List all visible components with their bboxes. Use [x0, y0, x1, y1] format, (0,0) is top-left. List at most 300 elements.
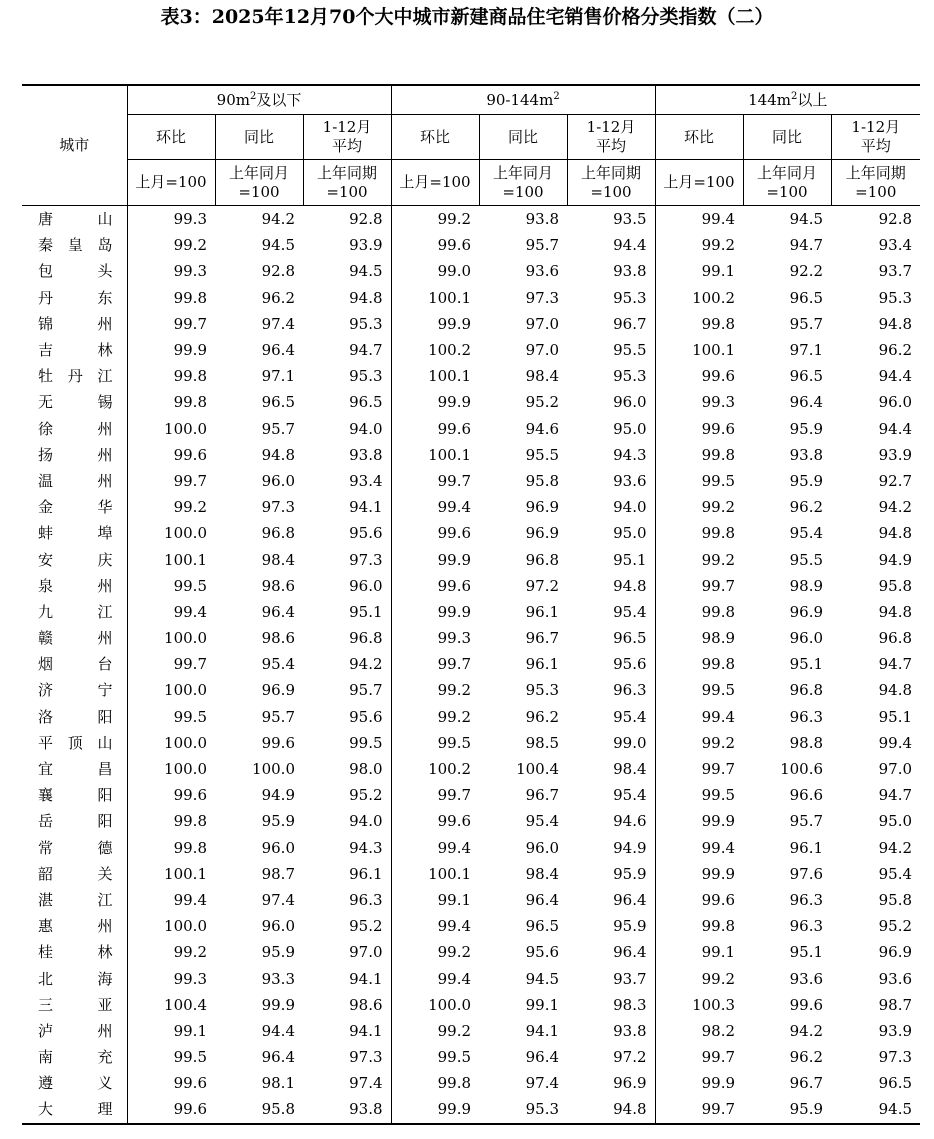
- index-value: 94.7: [878, 655, 913, 674]
- index-value: 95.7: [349, 681, 383, 700]
- city-name: 秦皇岛: [38, 236, 113, 255]
- index-value: 95.7: [525, 236, 560, 255]
- index-value: 94.9: [613, 838, 647, 857]
- index-value: 99.6: [127, 782, 215, 808]
- city-name: 温州: [38, 471, 113, 490]
- index-value: 94.2: [349, 655, 383, 674]
- index-value: 96.9: [878, 943, 913, 962]
- index-value: 99.7: [655, 1096, 743, 1123]
- index-value: 99.5: [391, 730, 479, 756]
- index-value: 99.6: [655, 887, 743, 913]
- index-value: 98.4: [261, 550, 295, 569]
- index-value: 100.1: [391, 285, 479, 311]
- index-value: 95.4: [613, 707, 647, 726]
- index-value: 96.4: [261, 341, 295, 360]
- index-value: 99.1: [127, 1018, 215, 1044]
- index-value: 96.0: [613, 393, 647, 412]
- base-yoy: 上年同月 =100: [215, 160, 303, 206]
- index-value: 99.8: [655, 651, 743, 677]
- index-value: 99.8: [127, 835, 215, 861]
- index-value: 94.1: [349, 969, 383, 988]
- index-value: 96.9: [525, 498, 560, 517]
- index-value: 94.6: [525, 419, 560, 438]
- index-value: 97.6: [789, 864, 824, 883]
- index-value: 99.1: [655, 939, 743, 965]
- index-value: 99.9: [391, 1096, 479, 1123]
- index-value: 96.3: [789, 707, 824, 726]
- index-value: 95.6: [349, 524, 383, 543]
- index-value: 94.5: [349, 262, 383, 281]
- city-name: 丹东: [38, 288, 113, 307]
- table-row: [22, 913, 920, 939]
- index-value: 95.8: [878, 576, 913, 595]
- index-value: 94.1: [349, 1021, 383, 1040]
- index-value: 96.7: [525, 629, 560, 648]
- index-value: 100.2: [391, 756, 479, 782]
- index-value: 96.0: [525, 838, 560, 857]
- index-value: 96.1: [525, 602, 560, 621]
- index-value: 96.8: [789, 681, 824, 700]
- index-value: 96.2: [878, 341, 913, 360]
- city-name: 桂林: [38, 943, 113, 962]
- index-value: 99.6: [261, 733, 295, 752]
- table-row: [22, 861, 920, 887]
- index-value: 98.6: [261, 576, 295, 595]
- table-row: [22, 651, 920, 677]
- index-value: 94.0: [349, 812, 383, 831]
- index-value: 95.1: [349, 602, 383, 621]
- index-value: 98.9: [789, 576, 824, 595]
- index-value: 94.4: [613, 236, 647, 255]
- base-mom: 上月=100: [391, 160, 479, 206]
- city-name: 岳阳: [38, 812, 113, 831]
- index-value: 100.2: [655, 285, 743, 311]
- index-value: 93.6: [789, 969, 824, 988]
- index-value: 99.4: [391, 913, 479, 939]
- table-row: [22, 337, 920, 363]
- index-value: 99.4: [655, 206, 743, 233]
- index-value: 99.9: [391, 389, 479, 415]
- index-value: 95.7: [261, 707, 295, 726]
- index-value: 95.8: [215, 1096, 303, 1123]
- index-value: 100.0: [391, 992, 479, 1018]
- index-value: 99.1: [525, 995, 560, 1014]
- index-value: 95.2: [349, 786, 383, 805]
- index-value: 94.7: [349, 341, 383, 360]
- index-value: 94.7: [878, 786, 913, 805]
- table-row: [22, 992, 920, 1018]
- index-value: 99.2: [127, 494, 215, 520]
- index-value: 100.6: [780, 760, 824, 779]
- index-value: 96.2: [525, 707, 560, 726]
- index-value: 100.0: [127, 677, 215, 703]
- index-value: 96.0: [789, 629, 824, 648]
- city-name: 唐山: [38, 210, 113, 229]
- table-row: [22, 311, 920, 337]
- index-value: 99.2: [655, 232, 743, 258]
- index-value: 94.9: [261, 786, 295, 805]
- city-name: 常德: [38, 838, 113, 857]
- city-name: 济宁: [38, 681, 113, 700]
- price-index-table: [22, 84, 920, 1125]
- city-name: 九江: [38, 602, 113, 621]
- index-value: 99.2: [655, 546, 743, 572]
- index-value: 95.7: [789, 314, 824, 333]
- index-value: 94.8: [878, 681, 913, 700]
- index-value: 96.5: [261, 393, 295, 412]
- index-value: 99.2: [127, 939, 215, 965]
- index-value: 94.4: [261, 1021, 295, 1040]
- index-value: 99.3: [127, 258, 215, 284]
- index-value: 99.3: [391, 625, 479, 651]
- subheader-yoy: 同比: [479, 115, 567, 160]
- index-value: 92.8: [261, 262, 295, 281]
- index-value: 95.0: [878, 812, 913, 831]
- index-value: 96.4: [525, 890, 560, 909]
- index-value: 96.5: [878, 1074, 913, 1093]
- index-value: 98.7: [261, 864, 295, 883]
- table-row: [22, 416, 920, 442]
- city-name: 大理: [22, 1096, 127, 1123]
- index-value: 97.0: [349, 943, 383, 962]
- index-value: 94.5: [789, 210, 824, 229]
- index-value: 93.7: [613, 969, 647, 988]
- index-value: 95.4: [613, 602, 647, 621]
- index-value: 95.0: [613, 524, 647, 543]
- index-value: 95.4: [261, 655, 295, 674]
- index-value: 95.0: [613, 419, 647, 438]
- index-value: 99.7: [391, 782, 479, 808]
- index-value: 96.1: [525, 655, 560, 674]
- index-value: 99.4: [655, 835, 743, 861]
- index-value: 96.0: [261, 838, 295, 857]
- index-value: 99.8: [655, 520, 743, 546]
- index-value: 100.0: [252, 760, 295, 779]
- index-value: 99.8: [127, 363, 215, 389]
- index-value: 99.5: [349, 733, 383, 752]
- table-title: 表3：2025年12月70个大中城市新建商品住宅销售价格分类指数（二）: [160, 6, 774, 28]
- index-value: 96.1: [349, 864, 383, 883]
- index-value: 99.7: [127, 468, 215, 494]
- index-value: 99.9: [391, 546, 479, 572]
- index-value: 99.7: [391, 651, 479, 677]
- city-name: 南充: [38, 1048, 113, 1067]
- city-name: 牡丹江: [38, 367, 113, 386]
- index-value: 93.8: [303, 1096, 391, 1123]
- index-value: 93.8: [613, 1021, 647, 1040]
- index-value: 95.4: [525, 812, 560, 831]
- index-value: 99.5: [127, 1044, 215, 1070]
- index-value: 99.5: [655, 468, 743, 494]
- table-row: [22, 756, 920, 782]
- index-value: 94.4: [878, 419, 913, 438]
- index-value: 99.8: [127, 389, 215, 415]
- table-row: [22, 782, 920, 808]
- index-value: 95.4: [613, 786, 647, 805]
- index-value: 99.8: [391, 1070, 479, 1096]
- city-name: 湛江: [38, 890, 113, 909]
- index-value: 99.6: [391, 520, 479, 546]
- index-value: 94.2: [261, 210, 295, 229]
- city-name: 金华: [38, 498, 113, 517]
- subheader-avg: 1-12月 平均: [831, 115, 920, 160]
- index-value: 93.8: [349, 445, 383, 464]
- index-value: 94.8: [349, 288, 383, 307]
- index-value: 99.8: [127, 808, 215, 834]
- index-value: 95.6: [525, 943, 560, 962]
- table-row: [22, 677, 920, 703]
- index-value: 93.8: [613, 262, 647, 281]
- index-value: 95.2: [525, 393, 560, 412]
- city-name: 洛阳: [38, 707, 113, 726]
- index-value: 93.6: [525, 262, 560, 281]
- index-value: 95.3: [349, 367, 383, 386]
- city-name: 遵义: [38, 1074, 113, 1093]
- index-value: 96.0: [261, 917, 295, 936]
- index-value: 97.4: [261, 890, 295, 909]
- index-value: 96.7: [613, 314, 647, 333]
- index-value: 96.2: [789, 498, 824, 517]
- index-value: 95.3: [878, 288, 913, 307]
- index-value: 95.4: [789, 524, 824, 543]
- table-row: [22, 285, 920, 311]
- city-name: 泸州: [38, 1021, 113, 1040]
- index-value: 99.4: [655, 704, 743, 730]
- index-value: 96.4: [789, 393, 824, 412]
- index-value: 95.3: [525, 681, 560, 700]
- table-row: [22, 1018, 920, 1044]
- index-value: 95.2: [349, 917, 383, 936]
- index-value: 96.2: [789, 1048, 824, 1067]
- index-value: 99.6: [391, 808, 479, 834]
- index-value: 97.3: [261, 498, 295, 517]
- index-value: 99.1: [391, 887, 479, 913]
- table-row: [22, 494, 920, 520]
- index-value: 96.8: [349, 629, 383, 648]
- index-value: 95.4: [878, 864, 913, 883]
- index-value: 99.7: [391, 468, 479, 494]
- index-value: 96.9: [525, 524, 560, 543]
- index-value: 100.1: [391, 363, 479, 389]
- index-value: 99.7: [127, 651, 215, 677]
- index-value: 94.8: [878, 602, 913, 621]
- index-value: 94.5: [525, 969, 560, 988]
- index-value: 96.5: [525, 917, 560, 936]
- index-value: 99.2: [655, 494, 743, 520]
- index-value: 97.4: [525, 1074, 560, 1093]
- index-value: 100.2: [391, 337, 479, 363]
- subheader-row: [22, 115, 920, 160]
- index-value: 95.8: [878, 890, 913, 909]
- index-value: 100.0: [127, 730, 215, 756]
- index-value: 97.4: [349, 1074, 383, 1093]
- city-name: 韶关: [38, 864, 113, 883]
- index-value: 96.1: [789, 838, 824, 857]
- index-value: 99.7: [655, 756, 743, 782]
- index-value: 96.9: [789, 602, 824, 621]
- index-value: 94.1: [525, 1021, 560, 1040]
- table-row: [22, 599, 920, 625]
- base-mom: 上月=100: [655, 160, 743, 206]
- city-name: 三亚: [38, 995, 113, 1014]
- index-value: 100.1: [127, 546, 215, 572]
- index-value: 95.5: [789, 550, 824, 569]
- index-value: 99.9: [655, 1070, 743, 1096]
- city-name: 安庆: [38, 550, 113, 569]
- index-value: 97.2: [525, 576, 560, 595]
- index-value: 99.2: [391, 206, 479, 233]
- index-value: 93.6: [878, 969, 913, 988]
- index-value: 94.5: [261, 236, 295, 255]
- table-body: [22, 206, 920, 1124]
- index-value: 94.8: [261, 445, 295, 464]
- index-value: 95.7: [261, 419, 295, 438]
- index-value: 93.9: [349, 236, 383, 255]
- index-value: 93.8: [789, 445, 824, 464]
- table-row: [22, 520, 920, 546]
- table-row: [22, 808, 920, 834]
- index-value: 95.1: [613, 550, 647, 569]
- index-value: 99.9: [655, 861, 743, 887]
- city-name: 北海: [38, 969, 113, 988]
- index-value: 96.2: [261, 288, 295, 307]
- city-name: 包头: [38, 262, 113, 281]
- table-row: [22, 232, 920, 258]
- index-value: 96.0: [261, 471, 295, 490]
- index-value: 94.8: [567, 1096, 655, 1123]
- index-value: 99.2: [391, 1018, 479, 1044]
- city-name: 襄阳: [38, 786, 113, 805]
- index-value: 97.0: [525, 314, 560, 333]
- index-value: 96.8: [525, 550, 560, 569]
- index-value: 96.8: [261, 524, 295, 543]
- base-avg: 上年同期 =100: [831, 160, 920, 206]
- subheader-mom: 环比: [127, 115, 215, 160]
- index-value: 99.0: [391, 258, 479, 284]
- index-value: 99.8: [655, 442, 743, 468]
- index-value: 97.1: [789, 341, 824, 360]
- index-value: 97.4: [261, 314, 295, 333]
- index-value: 99.9: [655, 808, 743, 834]
- index-value: 97.1: [261, 367, 295, 386]
- table-row: [22, 389, 920, 415]
- index-value: 100.0: [127, 625, 215, 651]
- index-value: 99.2: [655, 730, 743, 756]
- subheader-mom: 环比: [391, 115, 479, 160]
- index-value: 99.7: [655, 1044, 743, 1070]
- index-value: 96.3: [613, 681, 647, 700]
- index-value: 98.3: [613, 995, 647, 1014]
- table-row: [22, 730, 920, 756]
- city-name: 宜昌: [38, 760, 113, 779]
- city-name: 赣州: [38, 629, 113, 648]
- index-value: 94.2: [878, 838, 913, 857]
- index-value: 96.5: [789, 288, 824, 307]
- index-value: 99.6: [127, 1070, 215, 1096]
- index-value: 98.4: [525, 367, 560, 386]
- index-value: 95.1: [789, 655, 824, 674]
- subheader-yoy: 同比: [743, 115, 831, 160]
- index-value: 99.9: [391, 599, 479, 625]
- base-mom: 上月=100: [127, 160, 215, 206]
- index-value: 98.6: [261, 629, 295, 648]
- index-value: 99.3: [127, 206, 215, 233]
- index-value: 97.3: [349, 550, 383, 569]
- index-value: 98.7: [878, 995, 913, 1014]
- subheader-avg: 1-12月 平均: [303, 115, 391, 160]
- index-value: 100.3: [655, 992, 743, 1018]
- subheader-avg: 1-12月 平均: [567, 115, 655, 160]
- table-row: [22, 206, 920, 233]
- index-value: 95.2: [878, 917, 913, 936]
- base-yoy: 上年同月 =100: [743, 160, 831, 206]
- index-value: 99.9: [391, 311, 479, 337]
- city-name: 徐州: [38, 419, 113, 438]
- table-row: [22, 363, 920, 389]
- group-header-medium: $90-144m^2$: [391, 85, 655, 115]
- table-row: [22, 468, 920, 494]
- index-value: 93.6: [613, 471, 647, 490]
- index-value: 93.4: [349, 471, 383, 490]
- group-header-small: $90m^2$及以下: [127, 85, 391, 115]
- index-value: 97.3: [878, 1048, 913, 1067]
- index-value: 99.4: [127, 887, 215, 913]
- table-row: [22, 1044, 920, 1070]
- city-name: 无锡: [38, 393, 113, 412]
- index-value: 96.5: [613, 629, 647, 648]
- index-value: 95.9: [613, 864, 647, 883]
- index-value: 99.4: [391, 965, 479, 991]
- index-value: 99.4: [391, 494, 479, 520]
- index-value: 95.3: [349, 314, 383, 333]
- index-value: 99.2: [391, 704, 479, 730]
- index-value: 95.3: [613, 288, 647, 307]
- index-value: 99.5: [127, 704, 215, 730]
- index-value: 96.4: [261, 602, 295, 621]
- base-yoy: 上年同月 =100: [479, 160, 567, 206]
- index-value: 94.5: [831, 1096, 920, 1123]
- index-value: 99.5: [127, 573, 215, 599]
- index-value: 99.6: [391, 573, 479, 599]
- index-value: 99.2: [655, 965, 743, 991]
- index-value: 96.3: [789, 890, 824, 909]
- index-value: 99.6: [789, 995, 824, 1014]
- index-value: 99.7: [655, 573, 743, 599]
- index-value: 95.1: [789, 943, 824, 962]
- index-value: 100.4: [127, 992, 215, 1018]
- index-value: 99.4: [391, 835, 479, 861]
- index-value: 99.2: [391, 939, 479, 965]
- index-value: 93.4: [878, 236, 913, 255]
- index-value: 97.3: [349, 1048, 383, 1067]
- index-value: 98.9: [655, 625, 743, 651]
- index-value: 99.2: [127, 232, 215, 258]
- index-value: 95.7: [789, 812, 824, 831]
- index-value: 99.6: [127, 1096, 215, 1123]
- city-name: 惠州: [38, 917, 113, 936]
- index-value: 100.4: [516, 760, 560, 779]
- index-value: 99.8: [655, 599, 743, 625]
- subheader-yoy: 同比: [215, 115, 303, 160]
- index-value: 97.2: [613, 1048, 647, 1067]
- group-header-large: $144m^2$以上: [655, 85, 920, 115]
- index-value: 93.7: [878, 262, 913, 281]
- index-value: 94.7: [789, 236, 824, 255]
- index-value: 96.0: [878, 393, 913, 412]
- index-value: 96.4: [613, 890, 647, 909]
- index-value: 99.9: [261, 995, 295, 1014]
- table-row: [22, 442, 920, 468]
